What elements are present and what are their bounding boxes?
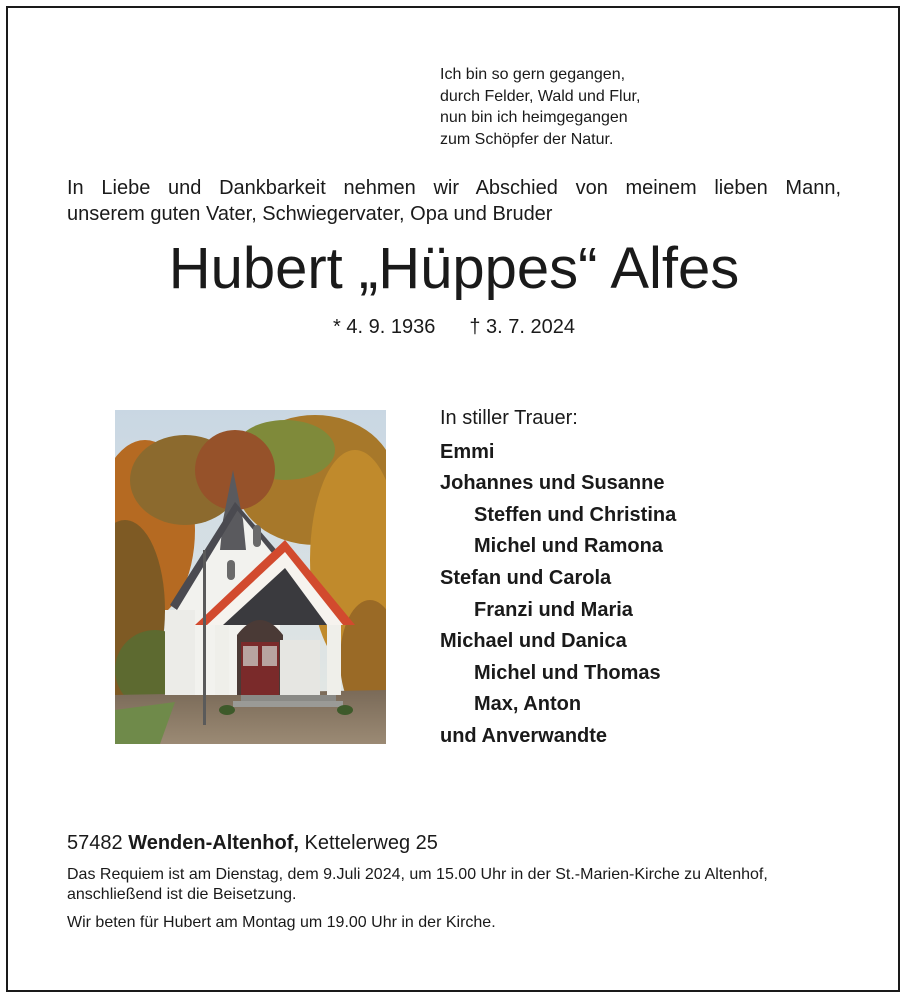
mourner-name: Steffen und Christina: [474, 503, 677, 526]
prayer-note: Wir beten für Hubert am Montag um 19.00 Uhr in der Kirche.: [67, 914, 496, 931]
intro-line: unserem guten Vater, Schwiegervater, Opa und Bruder: [67, 203, 553, 225]
deceased-name: Hubert „Hüppes“ Alfes: [168, 236, 740, 301]
poem: [440, 64, 640, 150]
poem-line: nun bin ich heimgegangen: [440, 109, 628, 126]
mourners-list: [440, 403, 676, 753]
poem-line: durch Felder, Wald und Flur,: [440, 87, 641, 105]
mourner-name: Stefan und Carola: [440, 566, 612, 589]
mourner-name: Michel und Thomas: [474, 661, 661, 684]
poem-line: zum Schöpfer der Natur.: [440, 130, 614, 148]
address-street: Kettelerweg 25: [304, 832, 438, 854]
mourner-name: Franzi und Maria: [474, 598, 633, 621]
mourner-name: Emmi: [440, 440, 495, 463]
mourner-name: und Anverwandte: [440, 724, 608, 747]
mourners-heading: In stiller Trauer:: [440, 407, 578, 429]
intro-line: In Liebe und Dankbarkeit nehmen wir Abschied von meinem lieben Mann,: [67, 177, 841, 199]
address-zip: 57482: [67, 832, 123, 854]
life-dates: [0, 314, 908, 340]
poem-line: Ich bin so gern gegangen,: [440, 66, 626, 83]
mourner-name: Max, Anton: [474, 693, 582, 716]
intro-text: [67, 175, 841, 227]
address-city: Wenden-Altenhof,: [128, 832, 299, 854]
birth-date: * 4. 9. 1936: [333, 316, 436, 338]
service-notes: [67, 865, 847, 941]
mourner-name: Michael und Danica: [440, 630, 627, 653]
mourner-name: Johannes und Susanne: [440, 472, 665, 495]
chapel-photo: [115, 410, 386, 744]
mourner-name: Michel und Ramona: [474, 535, 663, 558]
requiem-note: Das Requiem ist am Dienstag, dem 9.Juli 2024, um 15.00 Uhr in der St.-Marien-Kirche zu Altenhof, anschließend ist die Beisetzung.: [67, 866, 768, 903]
address: [67, 830, 438, 856]
death-date: † 3. 7. 2024: [469, 316, 575, 338]
